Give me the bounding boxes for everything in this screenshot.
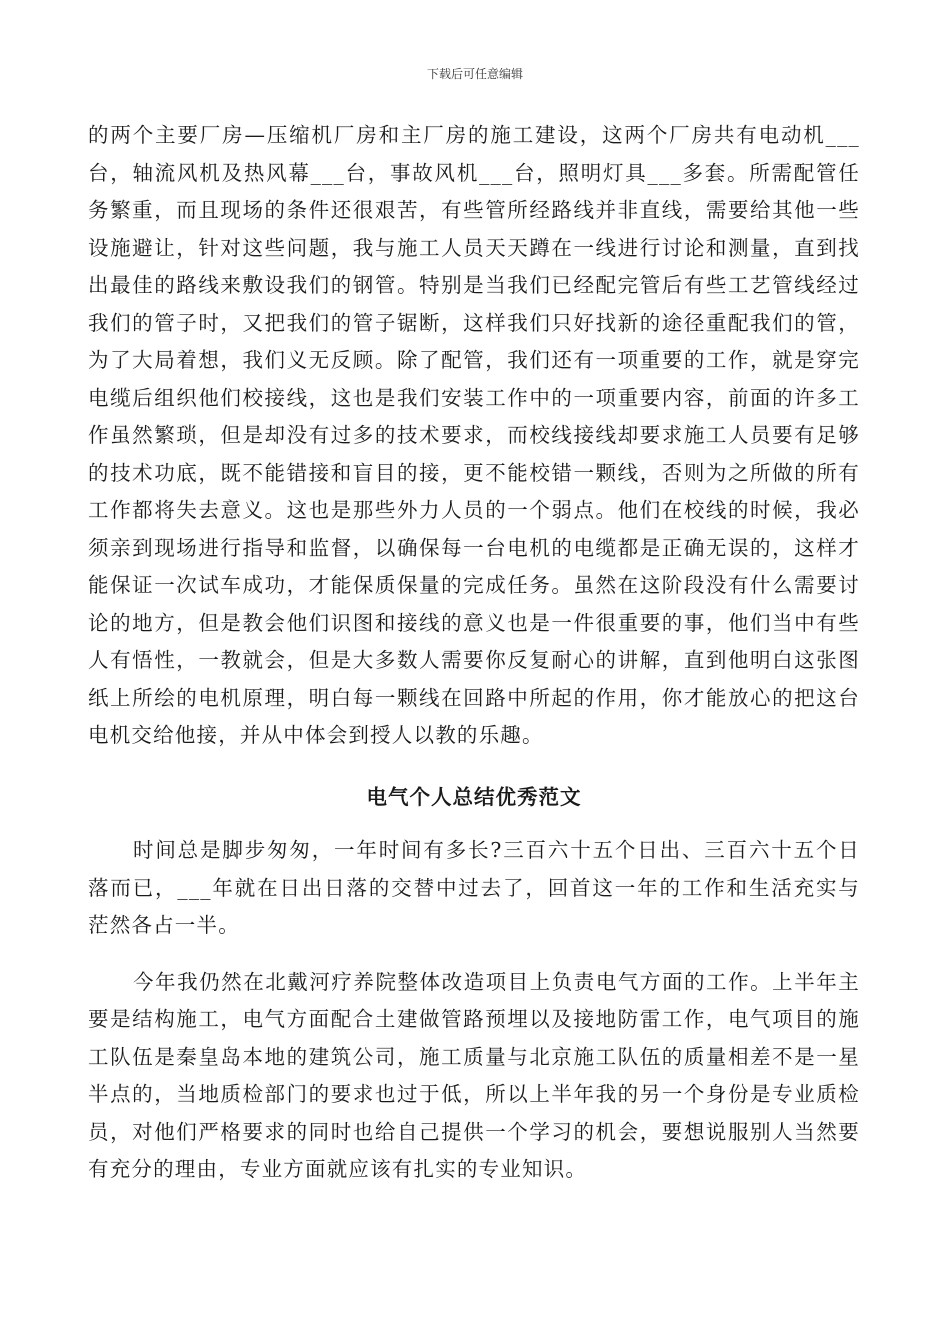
paragraph-spacer bbox=[88, 945, 860, 964]
section-title: 电气个人总结优秀范文 bbox=[366, 784, 582, 809]
document-body bbox=[88, 117, 860, 1189]
body-paragraph: 的两个主要厂房—压缩机厂房和主厂房的施工建设，这两个厂房共有电动机___台，轴流风机及热风幕___台，事故风机___台，照明灯具___多套。所需配管任务繁重，而且现场的条件还很艰苦，有些管所经路线并非直线，需要给其他一些设施避让，针对这些问题，我与施工人员天天蹲在一线进行讨论和测量，直到找出最佳的路线来敷设我们的钢管。特别是当我们已经配完管后有些工艺管线经过我们的管子时，又把我们的管子锯断，这样我们只好找新的途径重配我们的管，为了大局着想，我们义无反顾。除了配管，我们还有一项重要的工作，就是穿完电缆后组织他们校接线，这也是我们安装工作中的一项重要内容，前面的许多工作虽然繁琐，但是却没有过多的技术要求，而校线接线却要求施工人员要有足够的技术功底，既不能错接和盲目的接，更不能校错一颗线，否则为之所做的所有工作都将失去意义。这也是那些外力人员的一个弱点。他们在校线的时候，我必须亲到现场进行指导和监督，以确保每一台电机的电缆都是正确无误的，这样才能保证一次试车成功，才能保质保量的完成任务。虽然在这阶段没有什么需要讨论的地方，但是教会他们识图和接线的意义也是一件很重要的事，他们当中有些人有悟性，一教就会，但是大多数人需要你反复耐心的讲解，直到他明白这张图纸上所绘的电机原理，明白每一颗线在回路中所起的作用，你才能放心的把这台电机交给他接，并从中体会到授人以教的乐趣。 bbox=[88, 123, 860, 747]
body-paragraph: 今年我仍然在北戴河疗养院整体改造项目上负责电气方面的工作。上半年主要是结构施工，电气方面配合土建做管路预埋以及接地防雷工作，电气项目的施工队伍是秦皇岛本地的建筑公司，施工质量与北京施工队伍的质量相差不是一星半点的，当地质检部门的要求也过于低，所以上半年我的另一个身份是专业质检员，对他们严格要求的同时也给自己提供一个学习的机会，要想说服别人当然要有充分的理由，专业方面就应该有扎实的专业知识。 bbox=[88, 969, 860, 1181]
page-header-note: 下载后可任意编辑 bbox=[426, 67, 523, 81]
body-paragraph: 时间总是脚步匆匆，一年时间有多长?三百六十五个日出、三百六十五个日落而已，___年就在日出日落的交替中过去了，回首这一年的工作和生活充实与茫然各占一半。 bbox=[88, 838, 860, 937]
